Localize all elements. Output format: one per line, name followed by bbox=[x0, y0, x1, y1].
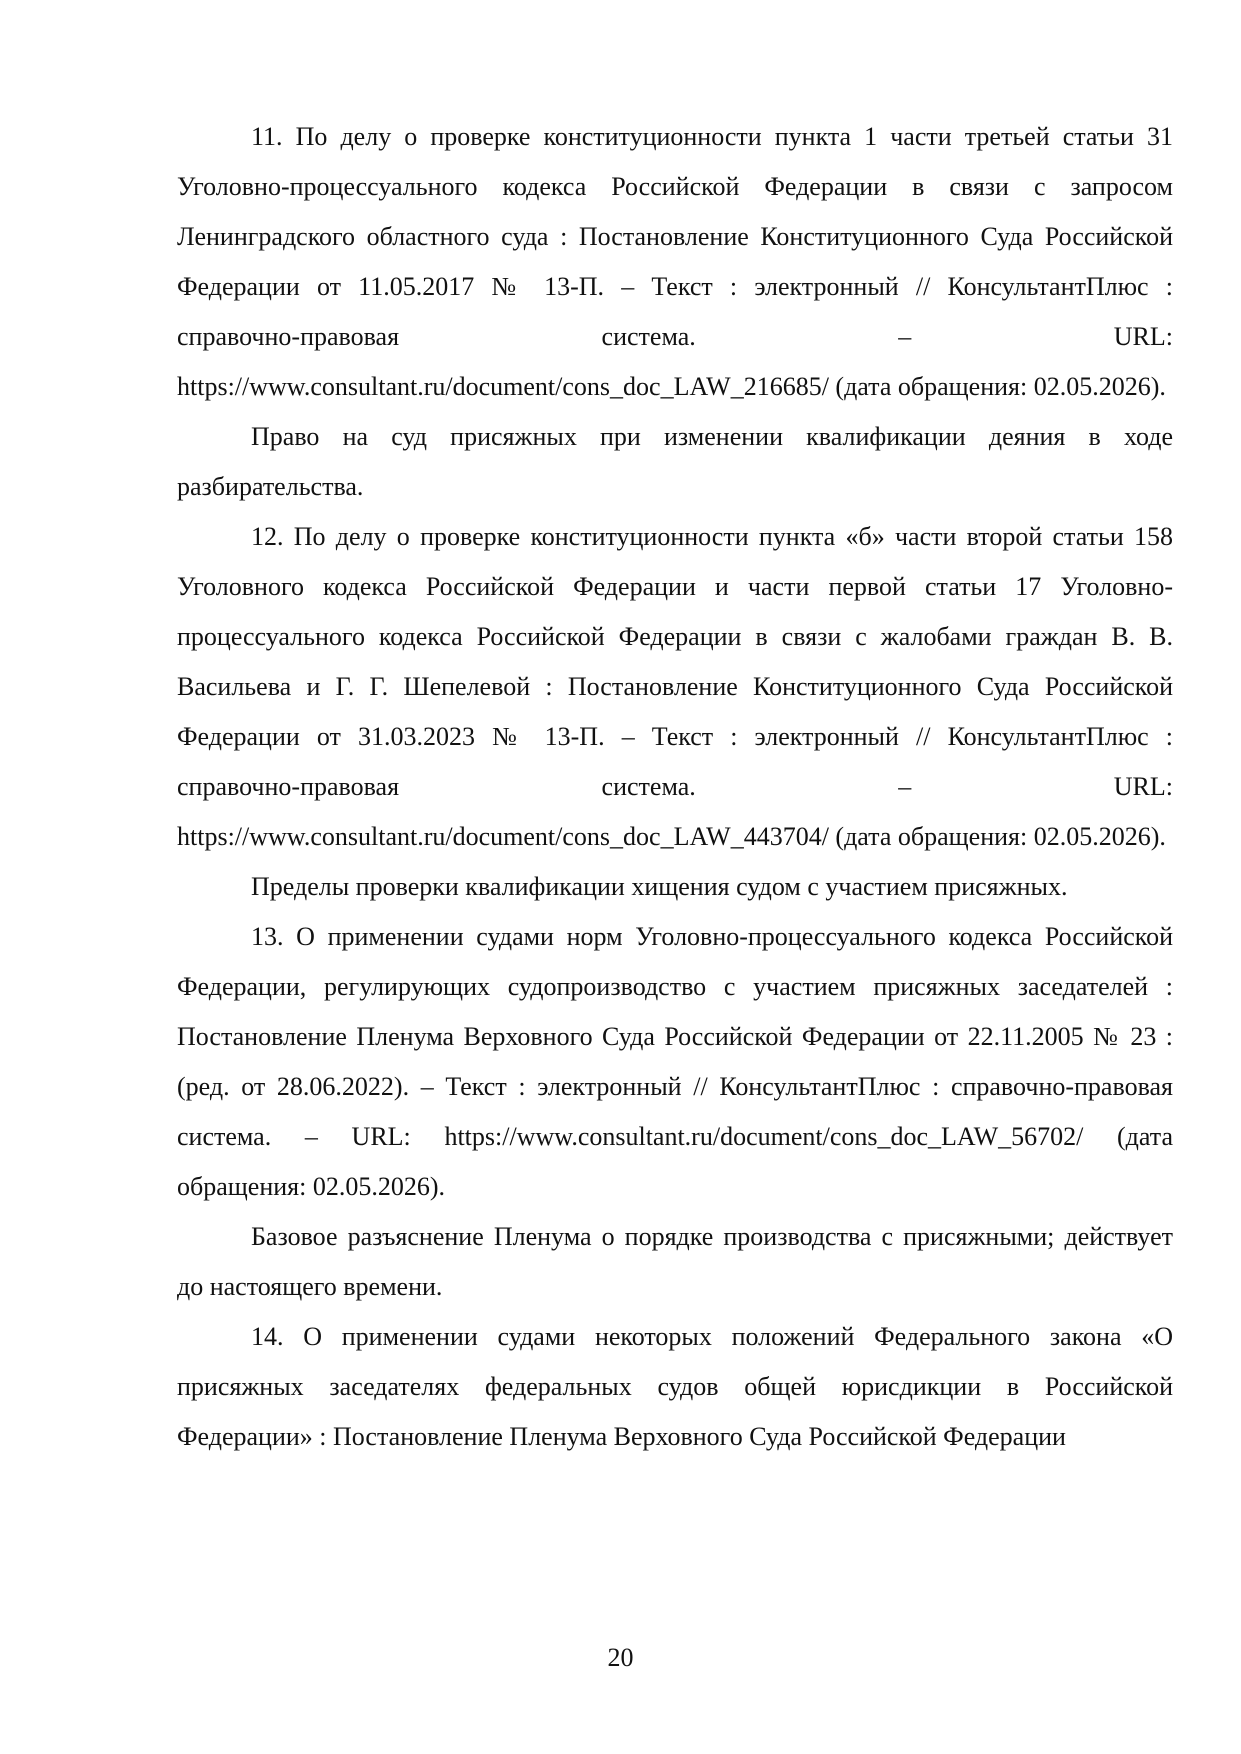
page-number: 20 bbox=[607, 1643, 634, 1672]
reference-entry-14: 14. О применении судами некоторых положений Федерального закона «О присяжных заседателях федеральных судов общей юрисдикции в Российской Федерации» : Постановление Пленума Верховного Суда Российской Федерации bbox=[177, 1322, 1173, 1451]
annotation-11: Право на суд присяжных при изменении квалификации деяния в ходе разбирательства. bbox=[177, 422, 1173, 501]
reference-entry-12: 12. По делу о проверке конституционности пункта «б» части второй статьи 158 Уголовного кодекса Российской Федерации и части первой статьи 17 Уголовно-процессуального кодекса Российской Федерации в связи с жалобами граждан В. В. Васильева и Г. Г. Шепелевой : Постановление Конституционного Суда Российской Федерации от 31.03.2023 № 13-П. – Текст : электронный // КонсультантПлюс : справочно-правовая система. – URL: https://www.consultant.ru/document/cons_doc_LAW_443704/ (дата обращения: 02.05.2026). bbox=[177, 522, 1173, 851]
reference-entry-11: 11. По делу о проверке конституционности пункта 1 части третьей статьи 31 Уголовно-процессуального кодекса Российской Федерации в связи с запросом Ленинградского областного суда : Постановление Конституционного Суда Российской Федерации от 11.05.2017 № 13-П. – Текст : электронный // КонсультантПлюс : справочно-правовая система. – URL: https://www.consultant.ru/document/cons_doc_LAW_216685/ (дата обращения: 02.05.2026). bbox=[177, 122, 1173, 401]
reference-entry-13: 13. О применении судами норм Уголовно-процессуального кодекса Российской Федерации, регулирующих судопроизводство с участием присяжных заседателей : Постановление Пленума Верховного Суда Российской Федерации от 22.11.2005 № 23 : (ред. от 28.06.2022). – Текст : электронный // КонсультантПлюс : справочно-правовая система. – URL: https://www.consultant.ru/document/cons_doc_LAW_56702/ (дата обращения: 02.05.2026). bbox=[177, 922, 1173, 1201]
document-body bbox=[177, 112, 1173, 1462]
annotation-12: Пределы проверки квалификации хищения судом с участием присяжных. bbox=[251, 872, 1068, 901]
annotation-13: Базовое разъяснение Пленума о порядке производства с присяжными; действует до настоящего времени. bbox=[177, 1222, 1173, 1301]
